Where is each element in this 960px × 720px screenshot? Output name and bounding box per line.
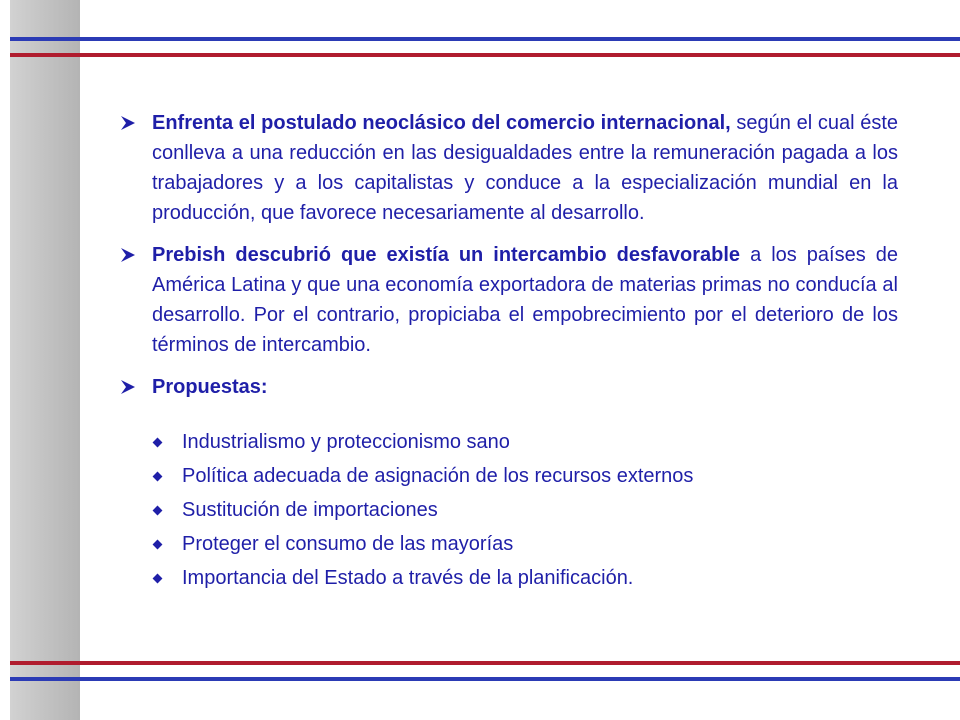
list-item — [152, 498, 898, 522]
proposal-text: Industrialismo y proteccionismo sano — [182, 431, 510, 453]
diamond-bullet-icon — [153, 438, 163, 448]
bullet-bold-text: Prebish descubrió que existía un intercambio desfavorable — [152, 244, 741, 266]
bullet-item-prebish — [118, 240, 898, 360]
list-item — [152, 430, 898, 454]
top-blue-rule — [10, 37, 960, 41]
list-item — [152, 532, 898, 556]
bullet-item-proposals — [118, 372, 898, 402]
bullet-text: según el cual éste conlleva a una reducción en las desigualdades entre la remuneración pagada a los trabajadores y a los capitalistas y conduce a la especialización mundial en la producción, que favorece necesariamente al desarrollo. — [152, 112, 898, 224]
slide-content — [118, 108, 898, 600]
list-item — [152, 566, 898, 590]
proposal-text: Sustitución de importaciones — [182, 499, 438, 521]
bottom-blue-rule — [10, 677, 960, 681]
bullet-bold-text: Propuestas: — [152, 376, 268, 398]
bullet-bold-text: Enfrenta el postulado neoclásico del comercio internacional, — [152, 112, 731, 134]
proposal-text: Política adecuada de asignación de los recursos externos — [182, 465, 694, 487]
arrowhead-bullet-icon — [120, 108, 140, 138]
list-item — [152, 464, 898, 488]
proposals-list — [118, 430, 898, 590]
diamond-bullet-icon — [153, 574, 163, 584]
arrowhead-bullet-icon — [120, 372, 140, 402]
diamond-bullet-icon — [153, 540, 163, 550]
bullet-item-neoclassical — [118, 108, 898, 228]
bullet-text: a los países de América Latina y que una economía exportadora de materias primas no conducía al desarrollo. Por el contrario, propiciaba el empobrecimiento por el deterioro de los términos de intercambio. — [152, 244, 899, 356]
bottom-red-rule — [10, 661, 960, 665]
proposal-text: Importancia del Estado a través de la planificación. — [182, 567, 634, 589]
proposal-text: Proteger el consumo de las mayorías — [182, 533, 514, 555]
arrowhead-bullet-icon — [120, 240, 140, 270]
side-bar-decoration — [10, 0, 80, 720]
diamond-bullet-icon — [153, 506, 163, 516]
diamond-bullet-icon — [153, 472, 163, 482]
top-red-rule — [10, 53, 960, 57]
